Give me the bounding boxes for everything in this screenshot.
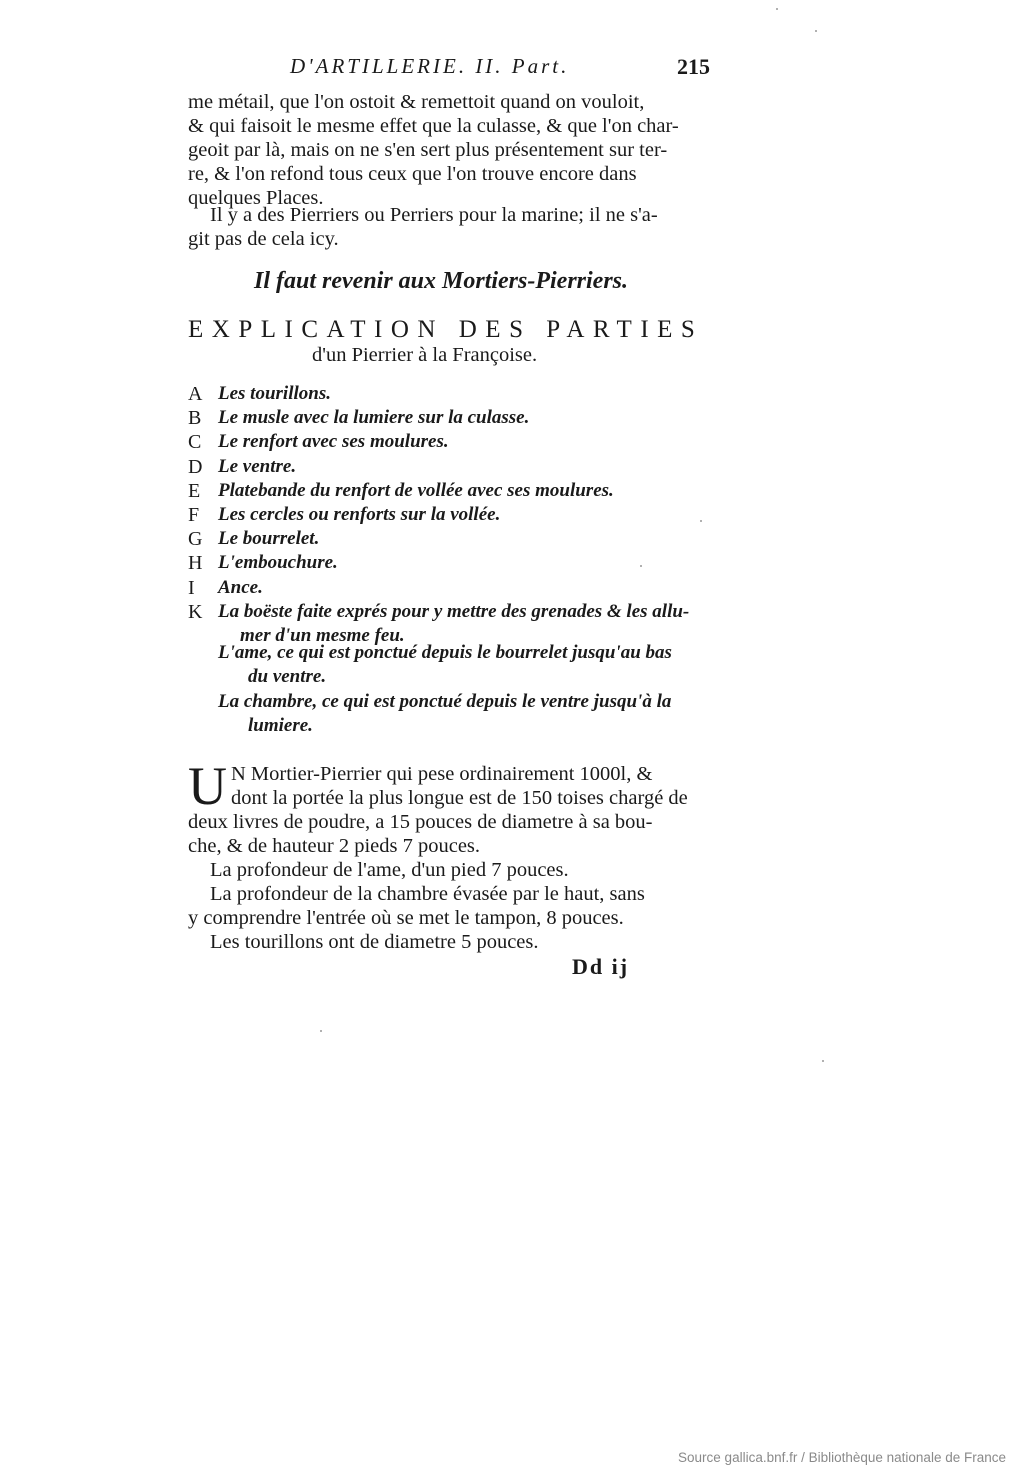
legend-letter [188,624,218,648]
legend-item [188,479,708,503]
legend-item [188,503,708,527]
legend-text: mer d'un mesme feu. [240,625,405,647]
note-line: du ventre. [248,666,327,687]
top-paragraph [188,90,700,210]
legend-text: Le ventre. [218,455,297,477]
text-line: che, & de hauteur 2 pieds 7 pouces. [188,835,481,857]
legend-letter: D [188,455,203,478]
text-line: quelques Places. [188,187,324,209]
legend-text: Les tourillons. [218,383,331,404]
note-line: L'ame, ce qui est ponctué depuis le bourrelet jusqu'au bas [218,642,672,663]
legend-letter: I [188,576,195,599]
legend-item [188,576,708,600]
legend-letter: F [188,504,200,527]
legend-text: Ance. [218,576,263,598]
legend-letter: A [188,383,203,405]
text-line: re, & l'on refond tous ceux que l'on trouve encore dans [188,163,637,185]
note-line: La chambre, ce qui est ponctué depuis le ventre jusqu'à la [218,691,672,712]
legend-item [188,406,708,430]
text-line: me métail, que l'on ostoit & remettoit quand on vouloit, [188,91,645,113]
text-line: La profondeur de l'ame, d'un pied 7 pouces. [210,859,569,881]
page-number: 215 [677,54,710,79]
legend-item [188,600,708,624]
text-line: geoit par là, mais on ne s'en sert plus présentement sur ter- [188,139,668,161]
legend-text: Le renfort avec ses moulures. [218,431,449,453]
legend-letter: G [188,528,203,551]
legend-item [188,455,708,479]
subheading: Il faut revenir aux Mortiers-Pierriers. [254,268,629,294]
text-line: La profondeur de la chambre évasée par le haut, sans [210,883,645,905]
main-paragraph [188,756,700,954]
scan-speck [822,1060,824,1062]
running-title: D'ARTILLERIE. II. Part. [290,54,570,78]
scan-speck [815,30,817,32]
legend-letter: B [188,407,202,430]
note-ame [218,641,702,689]
section-subtitle: d'un Pierrier à la Françoise. [312,344,538,366]
text-line: git pas de cela icy. [188,228,339,250]
drop-cap: U [188,756,227,816]
legend-text: Le musle avec la lumiere sur la culasse. [218,407,530,429]
section-title: EXPLICATION DES PARTIES [188,316,704,343]
legend-item [188,430,708,454]
text-line: y comprendre l'entrée où se met le tampon, 8 pouces. [188,907,624,929]
legend-letter: E [188,479,201,502]
text-line: dont la portée la plus longue est de 150 toises chargé de [231,787,688,809]
legend-letter: K [188,600,203,623]
legend-item [188,382,708,406]
text-line: & qui faisoit le mesme effet que la culasse, & que l'on char- [188,115,679,137]
parts-legend [188,382,708,648]
legend-text: La boëste faite exprés pour y mettre des grenades & les allu- [218,600,690,622]
legend-item [188,551,708,575]
legend-text: Le bourrelet. [218,528,320,550]
note-line: lumiere. [248,715,313,736]
note-chambre [218,690,702,738]
text-line: N Mortier-Pierrier qui pese ordinairement 1000l, & [231,763,653,785]
source-credit: Source gallica.bnf.fr / Bibliothèque nationale de France [678,1450,1006,1465]
legend-letter: C [188,431,202,454]
scan-speck [640,565,642,567]
second-paragraph [188,203,700,251]
legend-item [188,527,708,551]
scan-speck [320,1030,322,1032]
scan-speck [776,8,778,10]
text-line: deux livres de poudre, a 15 pouces de diametre à sa bou- [188,811,653,833]
legend-letter: H [188,552,203,575]
legend-text: Les cercles ou renforts sur la vollée. [218,504,501,526]
catchword: Dd ij [572,954,630,979]
text-line: Les tourillons ont de diametre 5 pouces. [210,931,539,953]
text-line: Il y a des Pierriers ou Perriers pour la marine; il ne s'a- [210,204,658,226]
running-header [290,54,710,88]
legend-text: L'embouchure. [218,552,338,574]
scan-speck [700,520,702,522]
legend-text: Platebande du renfort de vollée avec ses moulures. [218,479,614,501]
